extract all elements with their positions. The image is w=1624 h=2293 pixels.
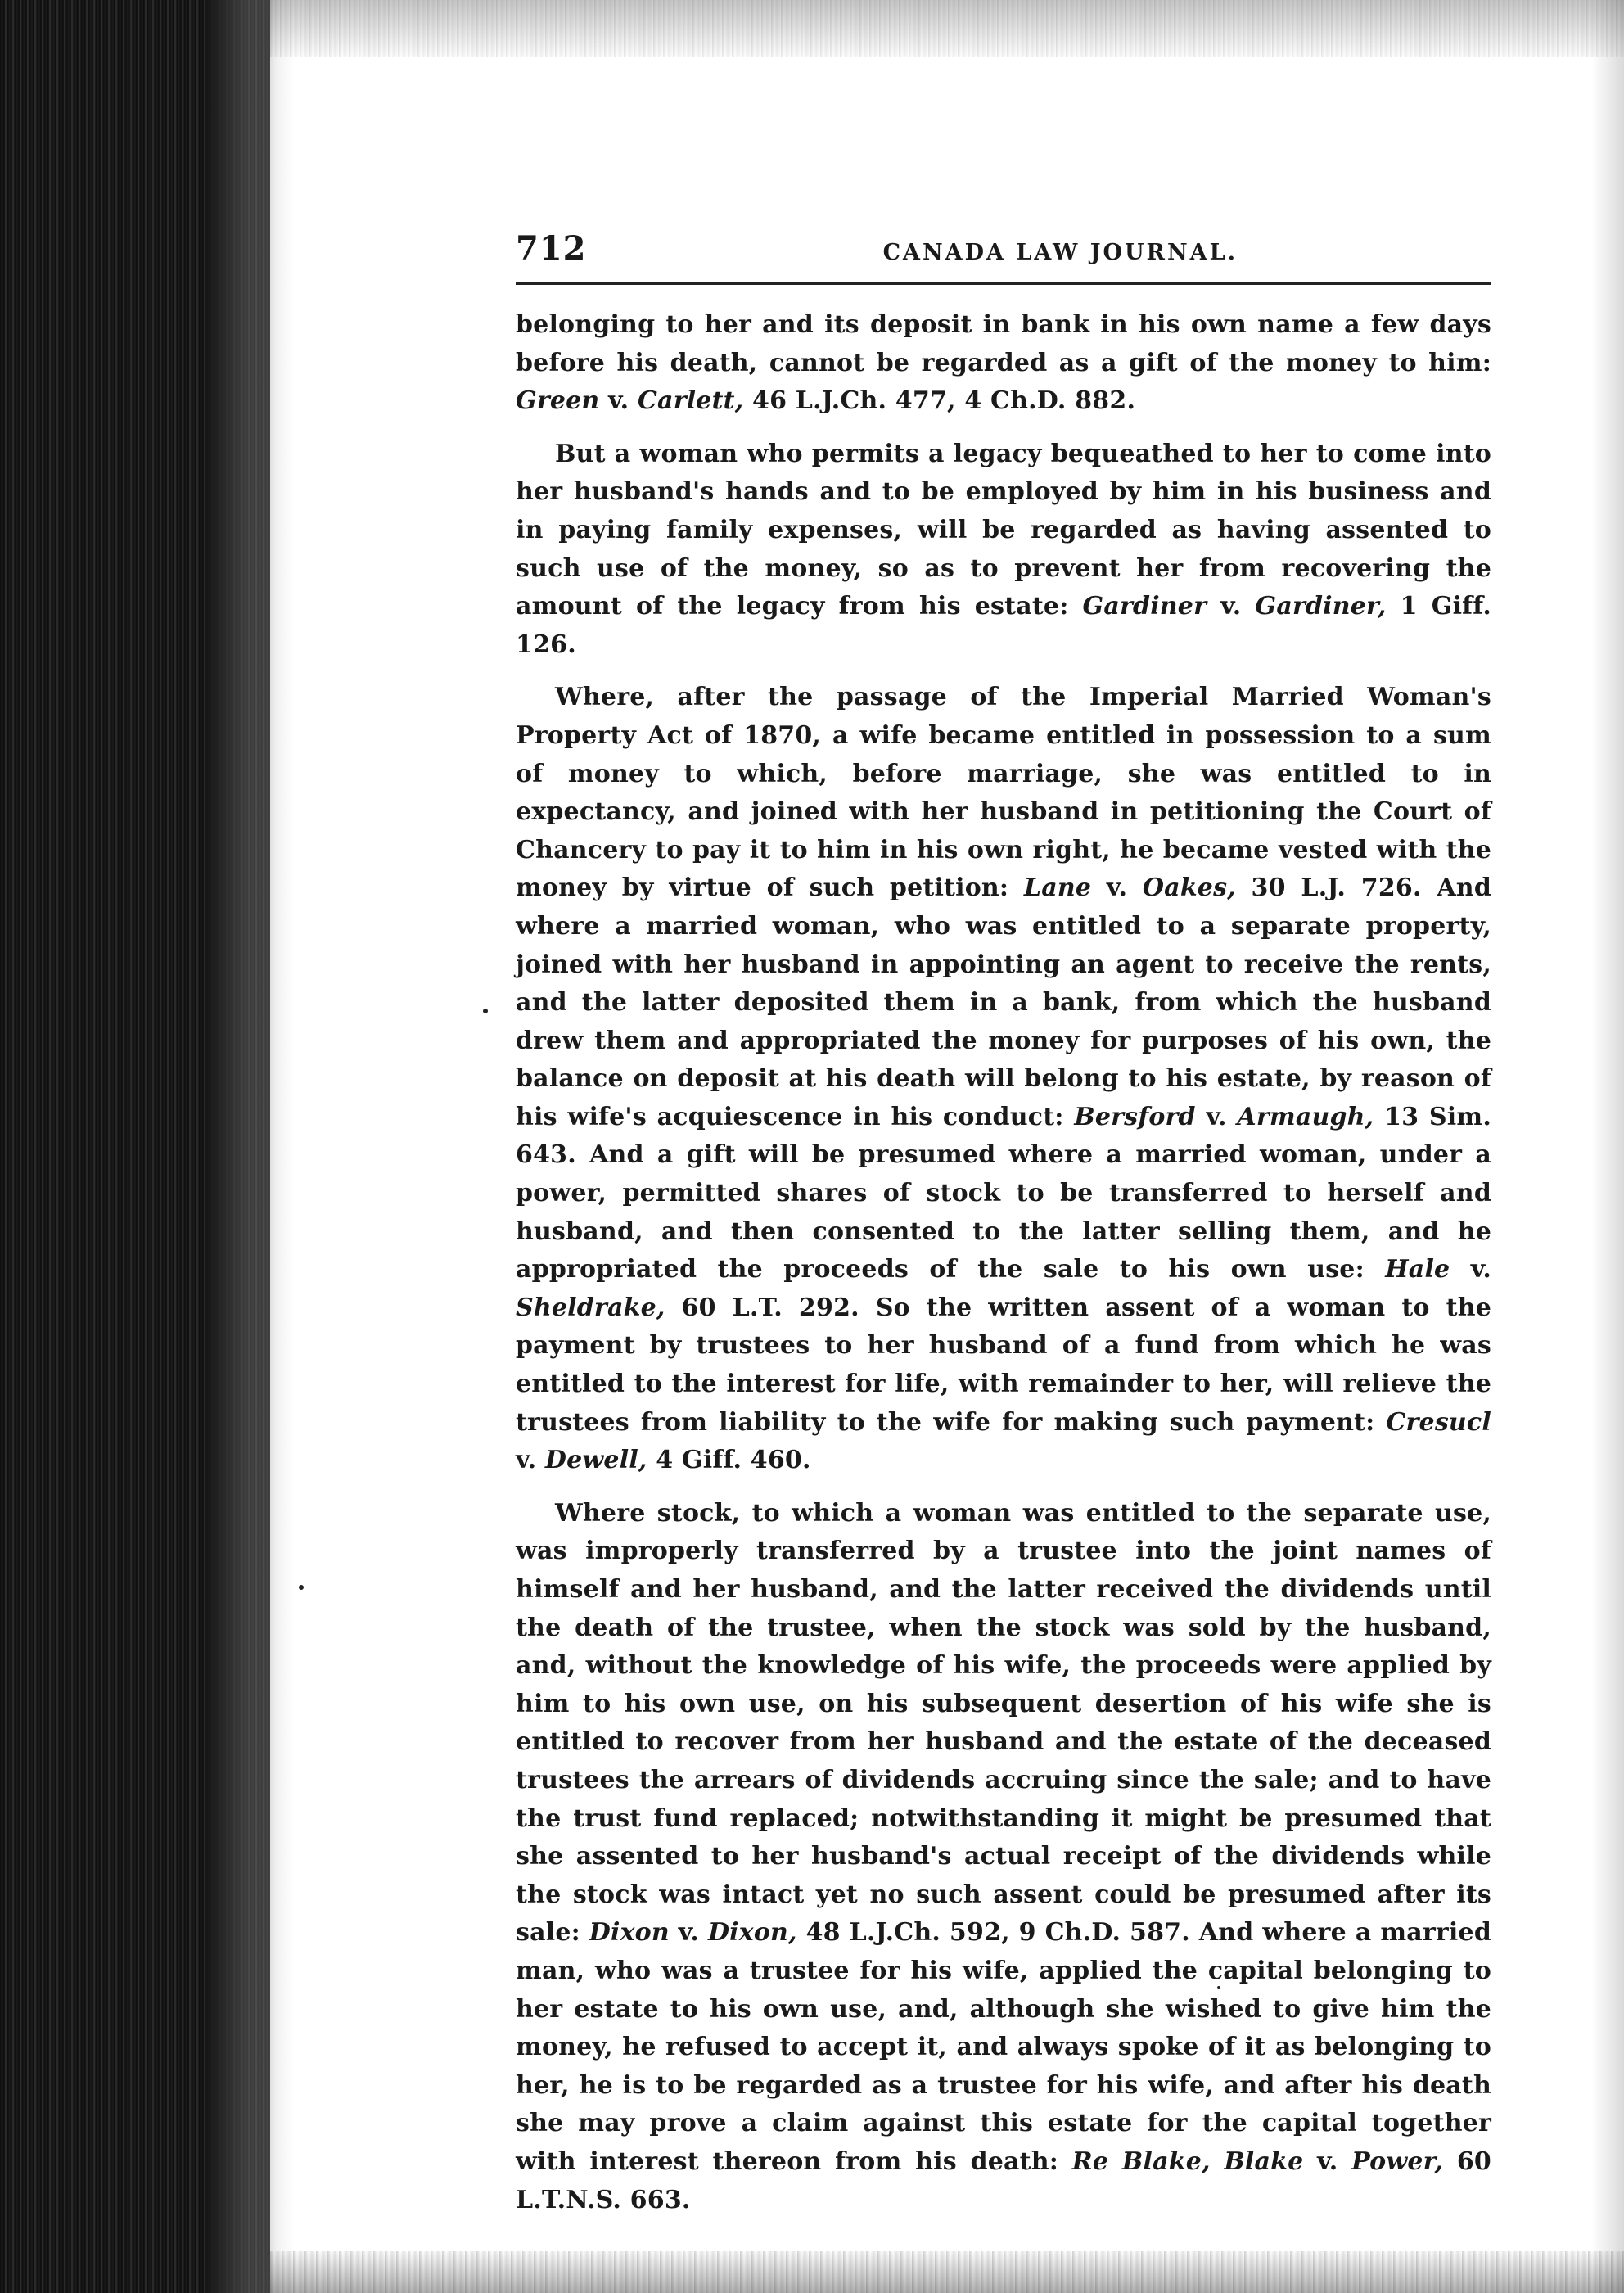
page-edge-shadow <box>1591 0 1624 2293</box>
paragraph-text: 30 L.J. 726. And where a married woman, who was entitled to a separate property, joined with her husband in appointing an agent to receive the rents, and the latter deposited them in a bank, from which the husband drew them and appropriated the money for purposes of his own, the balance on deposit at his death will belong to his estate, by reason of his wife's acquiescence in his conduct: <box>516 873 1491 1131</box>
scan-speck <box>299 1585 304 1590</box>
case-name: Hale <box>1385 1255 1450 1284</box>
paragraph-text: v. <box>516 1446 545 1475</box>
paragraph-text: 60 L.T. 292. So the written assent of a woman to the payment by trustees to her husband of a fund from which he was entitled to the interest for life, with remainder to her, will relieve the trustees from liability to the wife for making such payment: <box>516 1293 1491 1437</box>
paragraph-text: v. <box>1091 873 1143 903</box>
paragraph-text: But a woman who permits a legacy bequeathed to her to come into her husband's hands and to be employed by him in his business and in paying family expenses, will be regarded as having assented to such use of the money, so as to prevent her from recovering the amount of the legacy from his estate: <box>516 439 1491 621</box>
paragraph-text: 4 Giff. 460. <box>647 1446 811 1475</box>
case-name: Gardiner <box>1082 592 1207 621</box>
paragraph-text: v. <box>1450 1255 1491 1284</box>
case-name: Gardiner, <box>1255 592 1387 621</box>
case-name: Sheldrake, <box>516 1293 665 1322</box>
paragraph <box>516 1495 1491 2219</box>
paragraph-text: v. <box>599 386 638 416</box>
case-name: Dixon <box>589 1918 670 1948</box>
case-name: Green <box>516 386 600 416</box>
paragraph-text: v. <box>1303 2146 1352 2176</box>
paragraph <box>516 679 1491 1479</box>
case-name: Cresucl <box>1386 1407 1491 1437</box>
paragraph-text: 13 Sim. 643. And a gift will be presumed where a married woman, under a power, permitted shares of stock to be transferred to herself and husband, and then consented to the latter selling them, and he appropriated the proceeds of the sale to his own use: <box>516 1102 1491 1284</box>
paragraph-text: belonging to her and its deposit in bank in his own name a few days before his death, cannot be regarded as a gift of the money to him: <box>516 310 1491 377</box>
paragraph <box>516 306 1491 421</box>
binding-shadow <box>205 0 295 2293</box>
case-name: Power, <box>1351 2146 1444 2176</box>
case-name: Lane <box>1023 873 1092 903</box>
paragraph-text: 1 Giff. 126. <box>516 592 1491 659</box>
paragraph-text: 46 L.J.Ch. 477, 4 Ch.D. 882. <box>743 386 1136 416</box>
case-name: Oakes, <box>1142 873 1236 903</box>
document-page <box>516 229 1491 2234</box>
case-name: Re Blake, Blake <box>1071 2146 1304 2176</box>
paragraph-text: 48 L.J.Ch. 592, 9 Ch.D. 587. And where a married man, who was a trustee for his wife, applied the capital belonging to her estate to his own use, and, although she wished to give him the money, he refused to accept it, and always spoke of it as belonging to her, he is to be regarded as a trustee for his wife, and after his death she may prove a claim against this estate for the capital together with interest thereon from his death: <box>516 1918 1491 2176</box>
running-title: CANADA LAW JOURNAL. <box>882 240 1238 265</box>
paragraph-text: Where, after the passage of the Imperial Married Woman's Property Act of 1870, a wife became entitled in possession to a sum of money to which, before marriage, she was entitled to in expectancy, and joined with her husband in petitioning the Court of Chancery to pay it to him in his own right, he became vested with the money by virtue of such petition: <box>516 683 1491 903</box>
case-name: Carlett, <box>637 386 744 416</box>
page-number: 712 <box>516 229 587 268</box>
case-name: Armaugh, <box>1237 1102 1374 1131</box>
case-name: Dixon, <box>707 1918 797 1948</box>
paragraph-text: v. <box>669 1918 708 1948</box>
paragraph-text: v. <box>1195 1102 1238 1131</box>
case-name: Bersford <box>1074 1102 1196 1131</box>
scan-noise-bottom <box>270 2251 1624 2293</box>
paragraph <box>516 436 1491 665</box>
article-body <box>516 306 1491 2219</box>
scan-noise-top <box>270 0 1624 57</box>
case-name: Dewell, <box>544 1446 647 1475</box>
paragraph-text: Where stock, to which a woman was entitled to the separate use, was improperly transferred by a trustee into the joint names of himself and her husband, and the latter received the dividends until the death of the trustee, when the stock was sold by the husband, and, without the knowledge of his wife, the proceeds were applied by him to his own use, on his subsequent desertion of his wife she is entitled to recover from her husband and the estate of the deceased trustees the arrears of dividends accruing since the sale; and to have the trust fund replaced; notwithstanding it might be presumed that she assented to her husband's actual receipt of the dividends while the stock was intact yet no such assent could be presumed after its sale: <box>516 1498 1491 1948</box>
scan-speck <box>483 1009 488 1013</box>
paragraph-text: 60 L.T.N.S. 663. <box>516 2146 1492 2214</box>
page-header <box>516 229 1491 285</box>
paragraph-text: v. <box>1207 592 1256 621</box>
